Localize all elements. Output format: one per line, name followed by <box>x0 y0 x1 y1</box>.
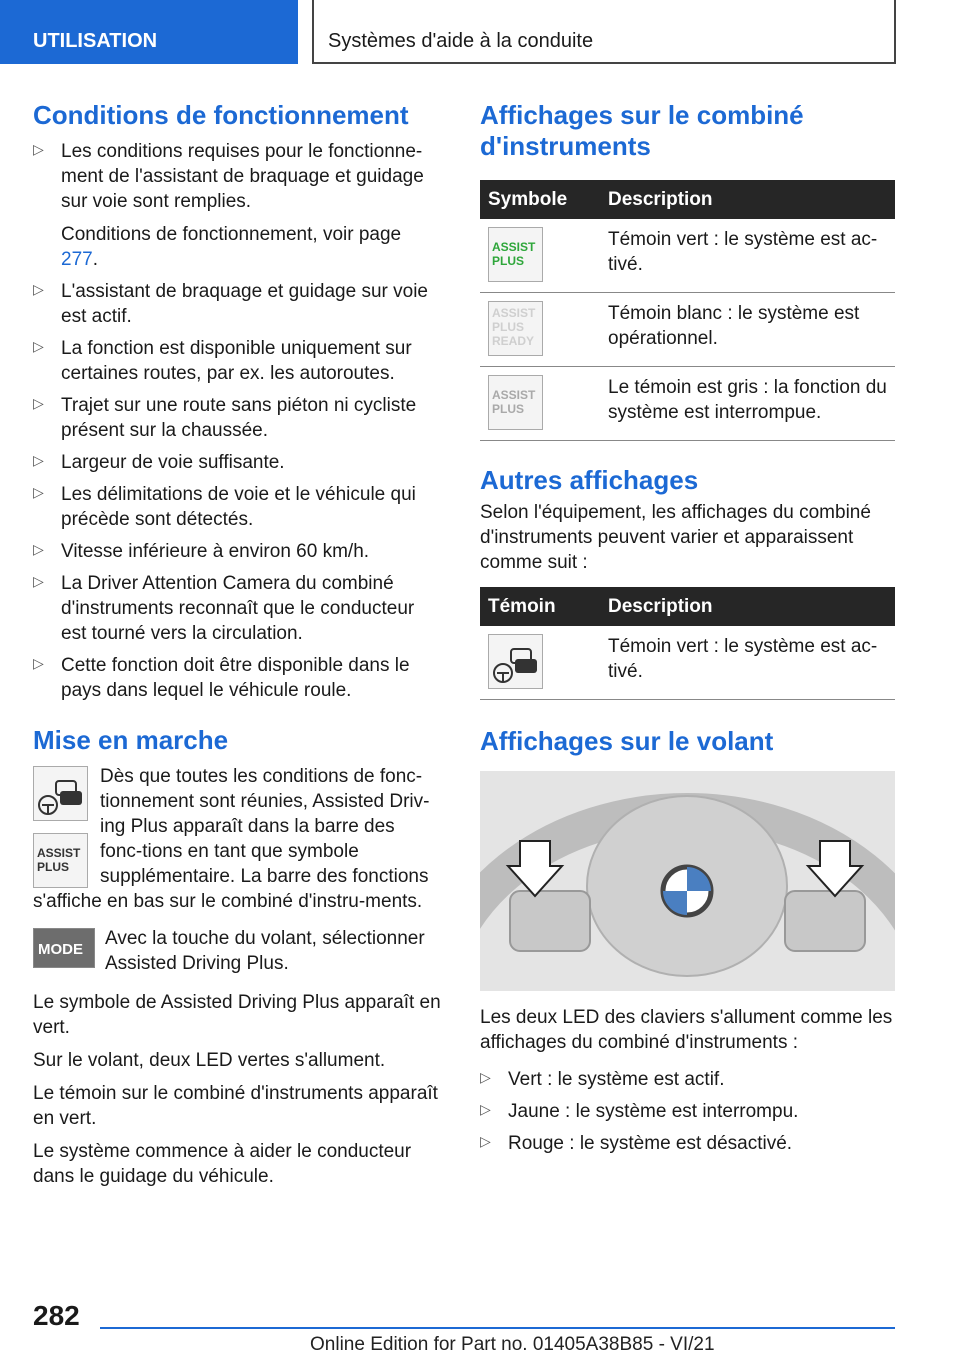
cross-reference <box>61 222 441 272</box>
cluster-table <box>480 180 895 441</box>
other-heading: Autres affichages <box>480 465 699 495</box>
icon-label: ASSIST <box>492 240 536 254</box>
table-cell <box>480 626 600 700</box>
triangle-bullet-icon: ▷ <box>33 281 44 297</box>
list-item-text: Vert : le système est actif. <box>508 1069 725 1090</box>
conditions-heading: Conditions de fonctionnement <box>33 100 409 130</box>
list-item-text: Jaune : le système est interrompu. <box>508 1101 799 1122</box>
list-item-text: Trajet sur une route sans piéton ni cycliste présent sur la chaussée. <box>61 395 417 441</box>
icon-label: ASSIST <box>492 388 536 402</box>
icon-label: PLUS <box>492 402 525 416</box>
list-item <box>33 450 441 475</box>
triangle-bullet-icon: ▷ <box>480 1069 491 1085</box>
table-cell <box>480 367 600 441</box>
list-item-text: Rouge : le système est désactivé. <box>508 1133 793 1154</box>
lane-assist-car-icon <box>33 766 88 821</box>
start-heading: Mise en marche <box>33 725 229 755</box>
paragraph: Le système commence à aider le conducteur dans le guidage du véhicule. <box>33 1141 412 1187</box>
cluster-heading: Affichages sur le combiné d'instruments <box>480 100 804 161</box>
table-cell: Témoin vert : le système est ac-tivé. <box>600 626 895 700</box>
column-header: Symbole <box>480 180 600 219</box>
page-link[interactable]: 277 <box>61 249 93 270</box>
edition-text: Online Edition for Part no. 01405A38B85 - VI/21 <box>310 1334 715 1355</box>
triangle-bullet-icon: ▷ <box>33 338 44 354</box>
column-header: Description <box>600 587 895 626</box>
mode-button-icon <box>33 928 95 968</box>
table-row <box>480 293 895 367</box>
paragraph: Le symbole de Assisted Driving Plus apparaît en vert. <box>33 992 441 1038</box>
table-cell <box>480 219 600 293</box>
paragraph: Le témoin sur le combiné d'instruments apparaît en vert. <box>33 1083 438 1129</box>
icon-label: PLUS <box>492 320 525 334</box>
cross-reference-text: Conditions de fonctionnement, voir page <box>61 224 402 245</box>
list-item <box>480 1099 895 1124</box>
icon-label: PLUS <box>37 860 70 874</box>
table-row <box>480 219 895 293</box>
chapter-title: Systèmes d'aide à la conduite <box>312 0 896 64</box>
assist-plus-icon <box>33 833 88 888</box>
list-item-text: La Driver Attention Camera du combiné d'instruments reconnaît que le conducteur est tourné vers la circulation. <box>61 573 415 644</box>
list-item <box>33 653 441 703</box>
paragraph: Sur le volant, deux LED vertes s'allument. <box>33 1050 386 1071</box>
other-table <box>480 587 895 700</box>
column-header: Description <box>600 180 895 219</box>
table-cell: Le témoin est gris : la fonction du système est interrompue. <box>600 367 895 441</box>
other-intro: Selon l'équipement, les affichages du combiné d'instruments peuvent varier et apparaissent comme suit : <box>480 502 871 573</box>
list-item <box>33 336 441 386</box>
icon-stack <box>33 764 99 888</box>
list-item <box>33 539 441 564</box>
start-paragraph: Dès que toutes les conditions de fonc-tionnement sont réunies, Assisted Driv-ing Plus apparaît dans la barre des fonc-tions en tant que symbole supplémentaire. La barre des fonctions s'affiche en bas sur le combiné d'instru-ments. <box>33 766 430 912</box>
list-item <box>33 279 441 329</box>
list-item <box>33 139 441 272</box>
wheel-list <box>480 1067 895 1156</box>
list-item <box>33 482 441 532</box>
column-header: Témoin <box>480 587 600 626</box>
list-item <box>480 1067 895 1092</box>
triangle-bullet-icon: ▷ <box>33 484 44 500</box>
list-item-text: Cette fonction doit être disponible dans le pays dans lequel le véhicule roule. <box>61 655 410 701</box>
footer-divider <box>100 1327 895 1329</box>
list-item <box>480 1131 895 1156</box>
list-item <box>33 393 441 443</box>
triangle-bullet-icon: ▷ <box>33 395 44 411</box>
conditions-list <box>33 139 441 703</box>
cross-reference-end: . <box>92 249 98 270</box>
left-column <box>33 100 441 1197</box>
mode-block <box>33 926 441 984</box>
list-item-text: Largeur de voie suffisante. <box>61 452 285 473</box>
lane-assist-car-icon <box>488 634 543 689</box>
table-header-row <box>480 587 895 626</box>
wheel-intro: Les deux LED des claviers s'allument comme les affichages du combiné d'instruments : <box>480 1007 893 1053</box>
triangle-bullet-icon: ▷ <box>480 1101 491 1117</box>
icon-label: ASSIST <box>37 846 81 860</box>
icon-label: ASSIST <box>492 306 536 320</box>
steering-wheel-image <box>480 771 895 991</box>
table-header-row <box>480 180 895 219</box>
list-item-text: L'assistant de braquage et guidage sur voie est actif. <box>61 281 428 327</box>
triangle-bullet-icon: ▷ <box>33 573 44 589</box>
list-item-text: Les conditions requises pour le fonctionne-ment de l'assistant de braquage et guidage sur voie sont remplies. <box>61 141 424 212</box>
triangle-bullet-icon: ▷ <box>33 141 44 157</box>
triangle-bullet-icon: ▷ <box>480 1133 491 1149</box>
triangle-bullet-icon: ▷ <box>33 655 44 671</box>
triangle-bullet-icon: ▷ <box>33 541 44 557</box>
section-tab: UTILISATION <box>0 0 298 64</box>
table-cell: Témoin vert : le système est ac-tivé. <box>600 219 895 293</box>
triangle-bullet-icon: ▷ <box>33 452 44 468</box>
list-item-text: Les délimitations de voie et le véhicule qui précède sont détectés. <box>61 484 416 530</box>
table-cell: Témoin blanc : le système est opérationnel. <box>600 293 895 367</box>
start-block <box>33 764 441 926</box>
assist-plus-grey-icon <box>488 375 543 430</box>
icon-label: READY <box>492 334 535 348</box>
mode-label: MODE <box>38 941 83 958</box>
page-number: 282 <box>33 1300 80 1331</box>
assist-plus-green-icon <box>488 227 543 282</box>
list-item-text: Vitesse inférieure à environ 60 km/h. <box>61 541 370 562</box>
mode-paragraph: Avec la touche du volant, sélectionner Assisted Driving Plus. <box>105 928 425 974</box>
table-cell <box>480 293 600 367</box>
wheel-heading: Affichages sur le volant <box>480 726 774 756</box>
list-item <box>33 571 441 646</box>
right-column <box>480 100 895 1163</box>
assist-plus-ready-icon <box>488 301 543 356</box>
table-row <box>480 626 895 700</box>
table-row <box>480 367 895 441</box>
list-item-text: La fonction est disponible uniquement sur certaines routes, par ex. les autoroutes. <box>61 338 412 384</box>
icon-label: PLUS <box>492 254 525 268</box>
